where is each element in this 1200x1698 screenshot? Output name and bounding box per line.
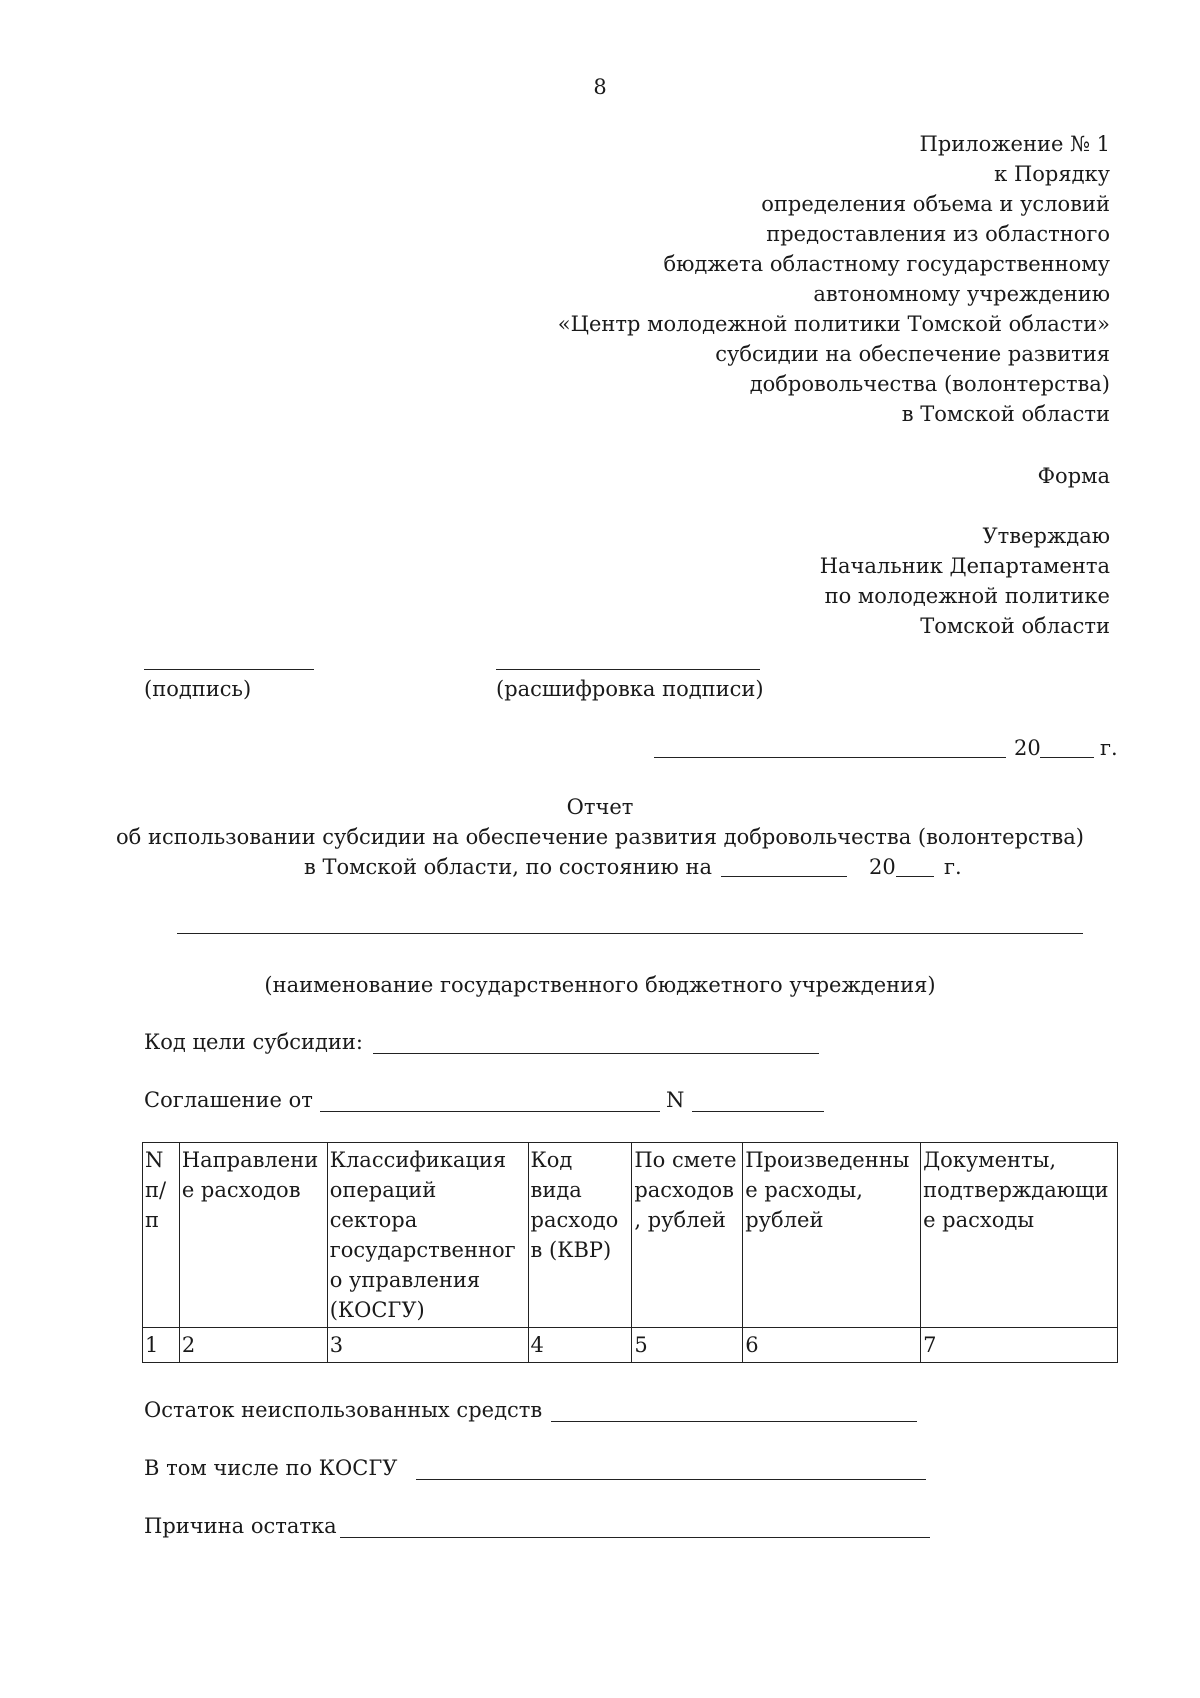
header-cell-direction: Направлени е расходов	[179, 1143, 327, 1328]
appendix-line: предоставления из областного	[766, 222, 1110, 246]
signature-label: (подпись)	[144, 677, 252, 701]
signature-decoding-line	[496, 669, 760, 670]
approval-line: по молодежной политике	[824, 584, 1110, 608]
appendix-block	[558, 129, 1110, 429]
approval-line: Утверждаю	[982, 524, 1110, 548]
approval-line: Томской области	[920, 614, 1110, 638]
report-year-blank	[896, 876, 934, 877]
signature-decoding-label: (расшифровка подписи)	[496, 677, 764, 701]
appendix-line: в Томской области	[901, 402, 1110, 426]
signature-line	[144, 669, 314, 670]
approval-block	[820, 521, 1110, 641]
date-year-prefix: 20	[1014, 736, 1041, 760]
report-date-blank	[721, 876, 847, 877]
header-cell-estimate: По смете расходов , рублей	[632, 1143, 743, 1328]
agreement-date-line	[320, 1111, 660, 1112]
kosgu-label: В том числе по КОСГУ	[144, 1456, 398, 1480]
report-title: Отчет	[566, 795, 634, 819]
form-label: Форма	[1037, 464, 1110, 488]
table-cell: 1	[143, 1328, 180, 1363]
date-year-blank	[1040, 757, 1094, 758]
appendix-line: автономному учреждению	[813, 282, 1110, 306]
header-cell-expenses: Произведенны е расходы, рублей	[743, 1143, 921, 1328]
table-cell: 3	[327, 1328, 528, 1363]
reason-label: Причина остатка	[144, 1514, 337, 1538]
institution-name-line	[177, 933, 1083, 934]
institution-caption: (наименование государственного бюджетного учреждения)	[264, 973, 936, 997]
appendix-line: бюджета областному государственному	[663, 252, 1110, 276]
remainder-line	[551, 1421, 917, 1422]
appendix-line: «Центр молодежной политики Томской области»	[557, 312, 1110, 336]
table-cell: 2	[179, 1328, 327, 1363]
approval-line: Начальник Департамента	[819, 554, 1110, 578]
header-cell-documents: Документы, подтверждающи е расходы	[921, 1143, 1118, 1328]
table-cell: 6	[743, 1328, 921, 1363]
goal-code-line	[373, 1053, 819, 1054]
table-row	[143, 1328, 1118, 1363]
header-cell-kosgu: Классификация операций сектора государственног о управления (КОСГУ)	[327, 1143, 528, 1328]
remainder-label: Остаток неиспользованных средств	[144, 1398, 543, 1422]
page-number: 8	[593, 75, 607, 99]
agreement-number-line	[692, 1111, 824, 1112]
appendix-line: к Порядку	[994, 162, 1110, 186]
agreement-from-label: Соглашение от	[144, 1088, 313, 1112]
goal-code-label: Код цели субсидии:	[144, 1030, 363, 1054]
report-year-prefix: 20	[869, 855, 896, 879]
table-cell: 7	[921, 1328, 1118, 1363]
header-cell-kvr: Код вида расходо в (КВР)	[528, 1143, 632, 1328]
appendix-line: добровольчества (волонтерства)	[749, 372, 1110, 396]
reason-line	[340, 1537, 930, 1538]
appendix-line: определения объема и условий	[761, 192, 1110, 216]
report-table	[142, 1142, 1118, 1363]
report-subtitle: об использовании субсидии на обеспечение развития добровольчества (волонтерства)	[116, 825, 1084, 849]
agreement-number-label: N	[666, 1088, 685, 1112]
table-header-row	[143, 1143, 1118, 1328]
header-cell-number: N п/ п	[143, 1143, 180, 1328]
table-cell: 5	[632, 1328, 743, 1363]
date-year-suffix: г.	[1100, 736, 1118, 760]
date-blank-line	[654, 757, 1006, 758]
appendix-line: Приложение № 1	[919, 132, 1110, 156]
kosgu-line	[416, 1479, 926, 1480]
table-cell: 4	[528, 1328, 632, 1363]
report-subtitle-line3: в Томской области, по состоянию на	[304, 855, 713, 879]
report-year-suffix: г.	[944, 855, 962, 879]
appendix-line: субсидии на обеспечение развития	[715, 342, 1110, 366]
